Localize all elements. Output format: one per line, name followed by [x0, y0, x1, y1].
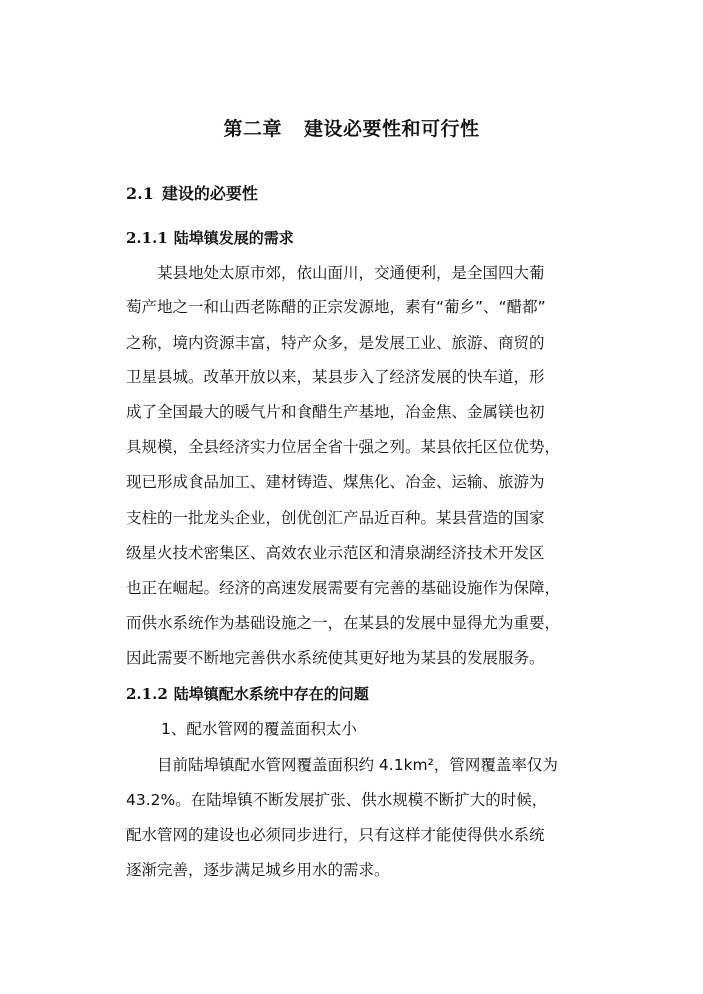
section-title: 建设的必要性 [161, 184, 258, 203]
paragraph-line: 因此需要不断地完善供水系统使其更好地为某县的发展服务。 [126, 649, 545, 667]
paragraph-line: 成了全国最大的暖气片和食醋生产基地，冶金焦、金属镁也初 [126, 403, 545, 421]
paragraph-line: 现已形成食品加工、建材铸造、煤焦化、冶金、运输、旅游为 [126, 473, 545, 491]
paragraph-line: 之称，境内资源丰富，特产众多，是发展工业、旅游、商贸的 [126, 334, 545, 352]
subsection-title: 陆埠镇配水系统中存在的问题 [173, 685, 369, 703]
paragraph-line: 具规模，全县经济实力位居全省十强之列。某县依托区位优势， [126, 438, 561, 456]
section-heading [126, 181, 258, 204]
paragraph-line: 逐渐完善，逐步满足城乡用水的需求。 [126, 861, 390, 879]
subsection-heading-2-1-2 [126, 683, 369, 704]
paragraph-line: 配水管网的建设也必须同步进行，只有这样才能使得供水系统 [126, 826, 545, 844]
paragraph-line: 而供水系统作为基础设施之一，在某县的发展中显得尤为重要， [126, 614, 561, 632]
chapter-number: 第二章 [223, 118, 282, 140]
paragraph-line: 萄产地之一和山西老陈醋的正宗发源地，素有“葡乡”、“醋都” [126, 298, 546, 316]
paragraph-line: 某县地处太原市郊，依山面川，交通便利，是全国四大葡 [157, 264, 545, 282]
paragraph-line: 也正在崛起。经济的高速发展需要有完善的基础设施作为保障， [126, 579, 561, 597]
subsection-heading-2-1-1 [126, 227, 294, 248]
subsection-title: 陆埠镇发展的需求 [173, 229, 294, 247]
section-number: 2.1 [126, 184, 154, 203]
paragraph-line: 级星火技术密集区、高效农业示范区和清泉湖经济技术开发区 [126, 544, 545, 562]
list-item: 1、配水管网的覆盖面积太小 [161, 720, 357, 738]
paragraph-line: 卫星县城。改革开放以来，某县步入了经济发展的快车道，形 [126, 368, 545, 386]
chapter-title-text: 建设必要性和可行性 [304, 118, 480, 140]
paragraph-line: 支柱的一批龙头企业，创优创汇产品近百种。某县营造的国家 [126, 509, 545, 527]
subsection-number: 2.1.1 [126, 229, 168, 247]
chapter-title [0, 114, 703, 141]
subsection-number: 2.1.2 [126, 685, 168, 703]
paragraph-line: 目前陆埠镇配水管网覆盖面积约 4.1km²，管网覆盖率仅为 [157, 756, 558, 774]
paragraph-line: 43.2%。在陆埠镇不断发展扩张、供水规模不断扩大的时候， [126, 791, 548, 809]
